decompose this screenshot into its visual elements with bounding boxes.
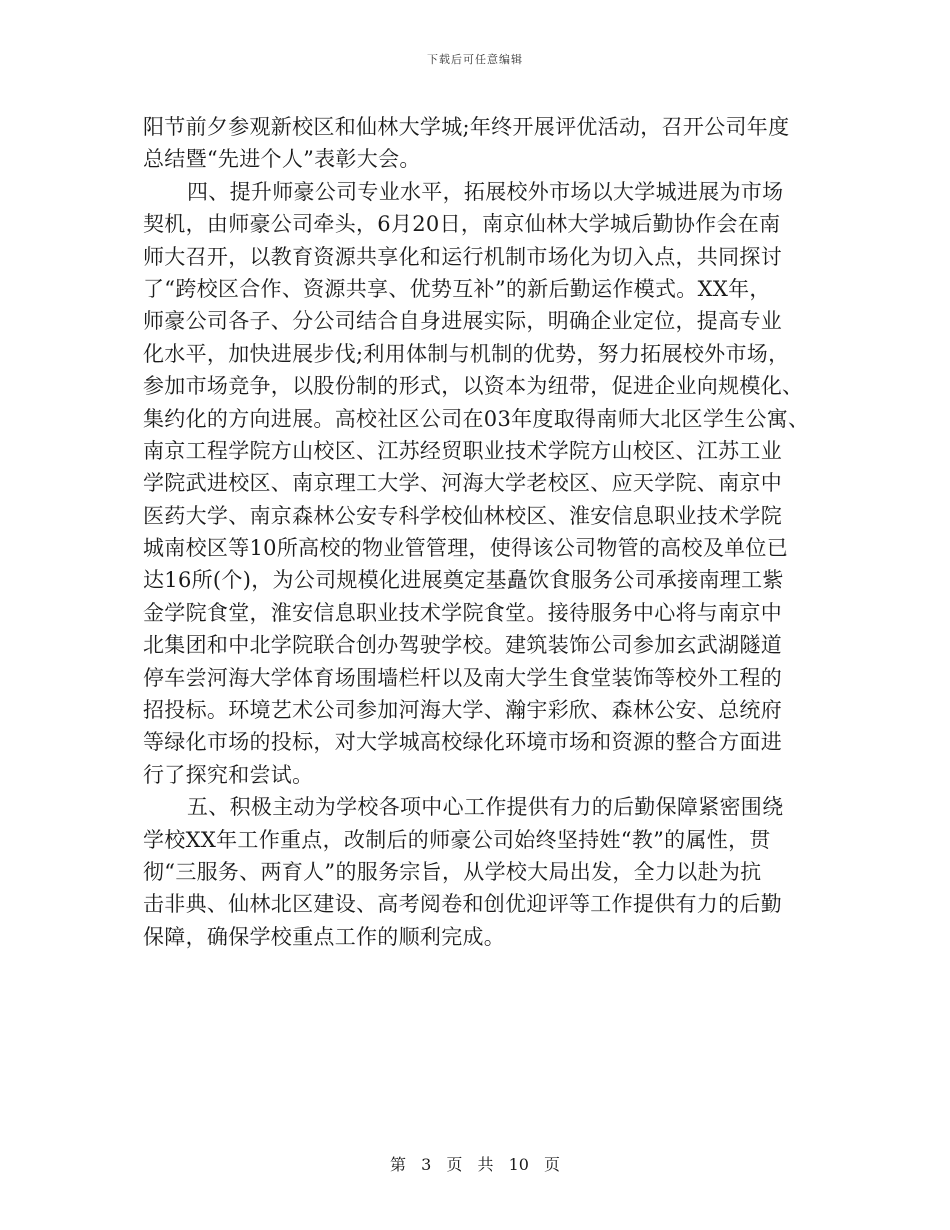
paragraph-line: 等绿化市场的投标，对大学城高校绿化环境市场和资源的整合方面进 [143,730,782,755]
total-word: 页 [544,1155,561,1174]
paragraph-line: 行了探究和尝试。 [143,762,314,787]
paragraph-line: 停车尝河海大学体育场围墙栏杆以及南大学生食堂装饰等校外工程的 [143,665,782,690]
page-word: 页 [446,1155,463,1174]
paragraph-line: 了“跨校区合作、资源共享、优势互补”的新后勤运作模式。XX年， [143,276,771,301]
page-header: 下载后可任意编辑 [427,53,523,66]
paragraph-line: 医药大学、南京森林公安专科学校仙林校区、淮安信息职业技术学院 [143,503,782,528]
section-heading-line: 四、提升师豪公司专业水平，拓展校外市场以大学城进展为市场 [187,179,784,204]
paragraph-line: 金学院食堂，淮安信息职业技术学院食堂。接待服务中心将与南京中 [143,600,782,625]
paragraph-line: 城南校区等10所高校的物业管管理，使得该公司物管的高校及单位已 [143,536,789,561]
section-heading-line: 五、积极主动为学校各项中心工作提供有力的后勤保障紧密围绕 [187,795,784,820]
paragraph-line: 学院武进校区、南京理工大学、河海大学老校区、应天学院、南京中 [143,471,782,496]
paragraph-line: 集约化的方向进展。高校社区公司在03年度取得南师大北区学生公寓、 [143,406,810,431]
paragraph-line: 南京工程学院方山校区、江苏经贸职业技术学院方山校区、江苏工业 [143,438,782,463]
paragraph-line: 师大召开，以教育资源共享化和运行机制市场化为切入点，共同探讨 [143,244,782,269]
page-number: 3 [421,1155,432,1174]
paragraph-line: 总结暨“先进个人”表彰大会。 [143,147,421,172]
paragraph-line: 阳节前夕参观新校区和仙林大学城;年终开展评优活动，召开公司年度 [143,115,790,139]
page-footer [0,1155,950,1175]
paragraph-line: 化水平，加快进展步伐;利用体制与机制的优势，努力拓展校外市场， [143,341,790,366]
paragraph-line: 招投标。环境艺术公司参加河海大学、瀚宇彩欣、森林公安、总统府 [143,698,782,723]
total-pages: 10 [508,1155,529,1174]
document-body [143,111,823,953]
paragraph-line: 彻“三服务、两育人”的服务宗旨，从学校大局出发，全力以赴为抗 [143,859,762,884]
paragraph-line: 保障，确保学校重点工作的顺利完成。 [143,924,506,949]
page-prefix: 第 [389,1155,406,1174]
paragraph-line: 学校XX年工作重点，改制后的师豪公司始终坚持姓“教”的属性，贯 [143,827,771,852]
paragraph-line: 师豪公司各子、分公司结合自身进展实际，明确企业定位，提高专业 [143,309,782,334]
paragraph-line: 击非典、仙林北区建设、高考阅卷和创优迎评等工作提供有力的后勤 [143,892,782,917]
paragraph-line: 契机，由师豪公司牵头，6月20日，南京仙林大学城后勤协作会在南 [143,212,781,237]
paragraph-line: 参加市场竞争，以股份制的形式，以资本为纽带，促进企业向规模化、 [143,374,804,399]
total-prefix: 共 [477,1155,494,1174]
paragraph-line: 北集团和中北学院联合创办驾驶学校。建筑装饰公司参加玄武湖隧道 [143,633,782,658]
paragraph-line: 达16所(个)，为公司规模化进展奠定基矗饮食服务公司承接南理工紫 [143,568,784,593]
